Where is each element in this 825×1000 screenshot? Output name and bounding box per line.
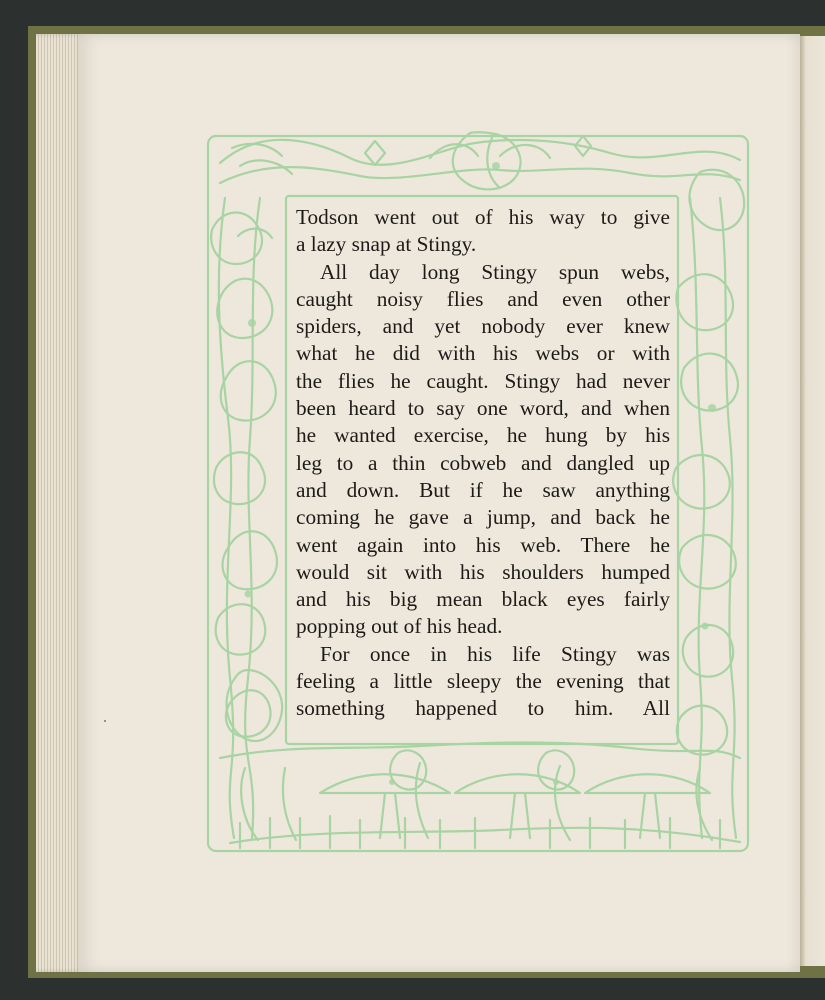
text-line-5: spiders, and yet nobody ever knew (296, 314, 670, 339)
text-line-2: a lazy snap at Stingy. (296, 232, 477, 257)
text-line-9: he wanted exercise, he hung by his (296, 423, 670, 448)
text-line-8: been heard to say one word, and when (296, 396, 670, 421)
text-line-18: feeling a little sleepy the evening that (296, 669, 670, 694)
text-line-13: went again into his web. There he (296, 532, 670, 557)
text-line-1: Todson went out of his way to give (296, 205, 670, 229)
text-line-19: something happened to him. All (296, 696, 670, 721)
text-line-10: leg to a thin cobweb and dangled up (296, 450, 670, 475)
text-line-15: and his big mean black eyes fairly (296, 587, 670, 612)
story-text-block (296, 204, 670, 724)
page-edges (36, 34, 84, 972)
page-mark (104, 720, 106, 722)
text-line-6: what he did with his webs or with (296, 341, 670, 366)
text-line-7: the flies he caught. Stingy had never (296, 368, 670, 393)
facing-page-edge (800, 36, 825, 966)
text-line-4: caught noisy flies and even other (296, 286, 670, 311)
text-line-16: popping out of his head. (296, 614, 503, 639)
text-line-11: and down. But if he saw anything (296, 477, 670, 502)
text-line-14: would sit with his shoulders humped (296, 559, 670, 584)
text-line-3: All day long Stingy spun webs, (320, 259, 670, 284)
text-line-17: For once in his life Stingy was (320, 641, 670, 666)
text-line-12: coming he gave a jump, and back he (296, 505, 670, 530)
